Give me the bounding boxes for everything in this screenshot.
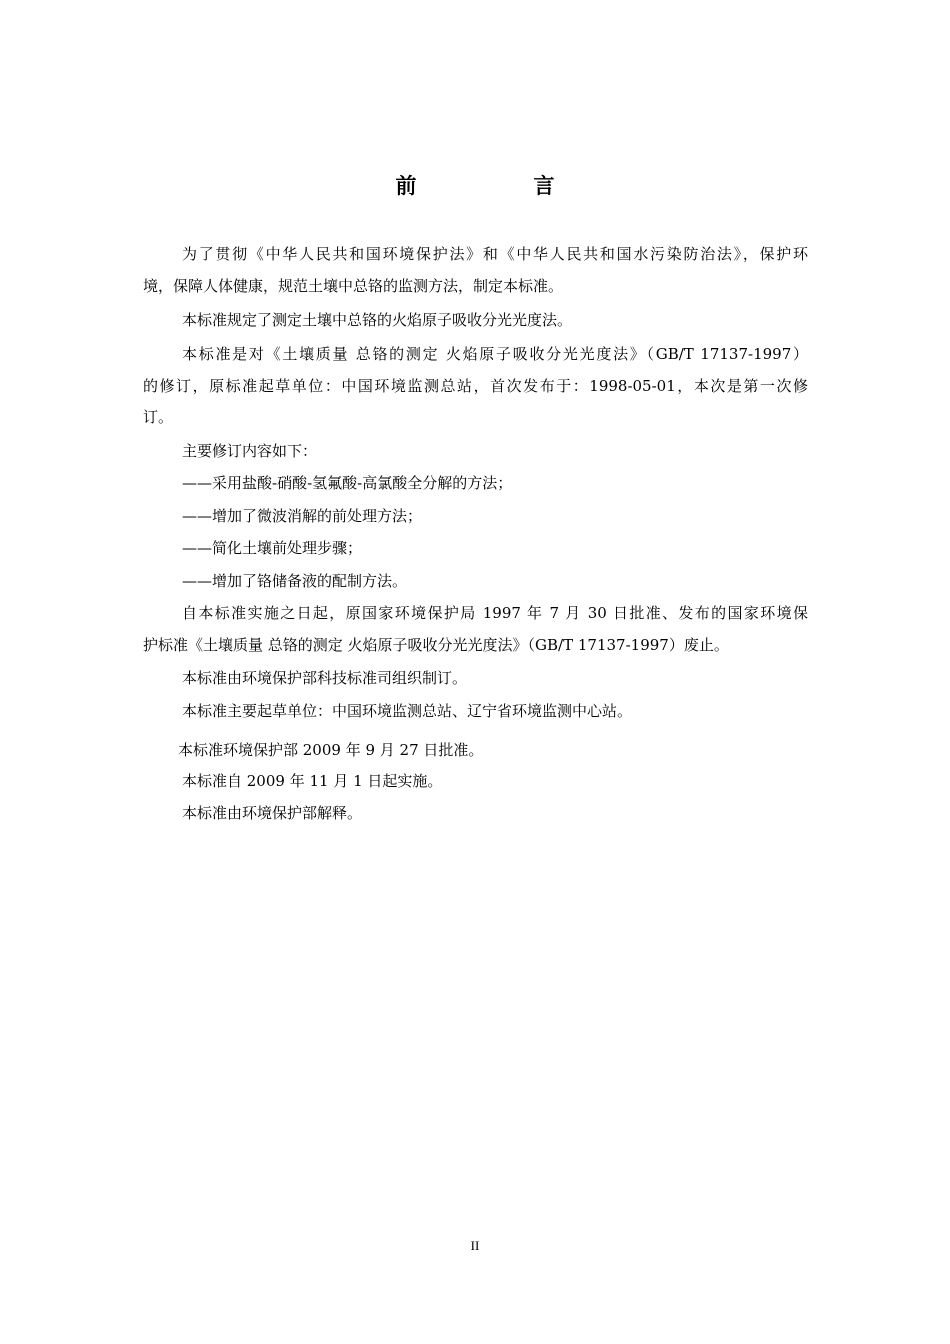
paragraph-line: 本标准由环境保护部解释。: [182, 804, 363, 822]
paragraph-line: 的修订，原标准起草单位：中国环境监测总站，首次发布于：1998-05-01，本次是第一次修: [143, 377, 808, 395]
paragraph-line: 为了贯彻《中华人民共和国环境保护法》和《中华人民共和国水污染防治法》，保护环: [182, 245, 808, 263]
paragraph-line: 本标准自 2009 年 11 月 1 日起实施。: [182, 772, 443, 790]
paragraph-line: 本标准规定了测定土壤中总铬的火焰原子吸收分光光度法。: [182, 311, 573, 329]
paragraph-line: 护标准《土壤质量 总铬的测定 火焰原子吸收分光光度法》（GB/T 17137-1997）废止。: [143, 636, 729, 654]
paragraph-line: 订。: [143, 408, 174, 426]
paragraph-line: 本标准主要起草单位：中国环境监测总站、辽宁省环境监测中心站。: [182, 702, 633, 720]
paragraph-line: 自本标准实施之日起，原国家环境保护局 1997 年 7 月 30 日批准、发布的国家环境保: [182, 604, 808, 622]
page-number: II: [470, 1238, 480, 1253]
list-item: ——简化土壤前处理步骤；: [182, 539, 363, 557]
list-item: ——增加了微波消解的前处理方法；: [182, 507, 423, 525]
paragraph-line: 本标准环境保护部 2009 年 9 月 27 日批准。: [178, 741, 484, 759]
paragraph-line: 主要修订内容如下：: [182, 442, 318, 460]
page-title: 前 言: [395, 174, 603, 198]
paragraph-line: 本标准是对《土壤质量 总铬的测定 火焰原子吸收分光光度法》（GB/T 17137-1997）: [182, 345, 808, 363]
paragraph-line: 境，保障人体健康，规范土壤中总铬的监测方法，制定本标准。: [143, 277, 564, 295]
list-item: ——采用盐酸-硝酸-氢氟酸-高氯酸全分解的方法；: [182, 474, 513, 492]
paragraph-line: 本标准由环境保护部科技标准司组织制订。: [182, 669, 468, 687]
list-item: ——增加了铬储备液的配制方法。: [182, 572, 408, 590]
